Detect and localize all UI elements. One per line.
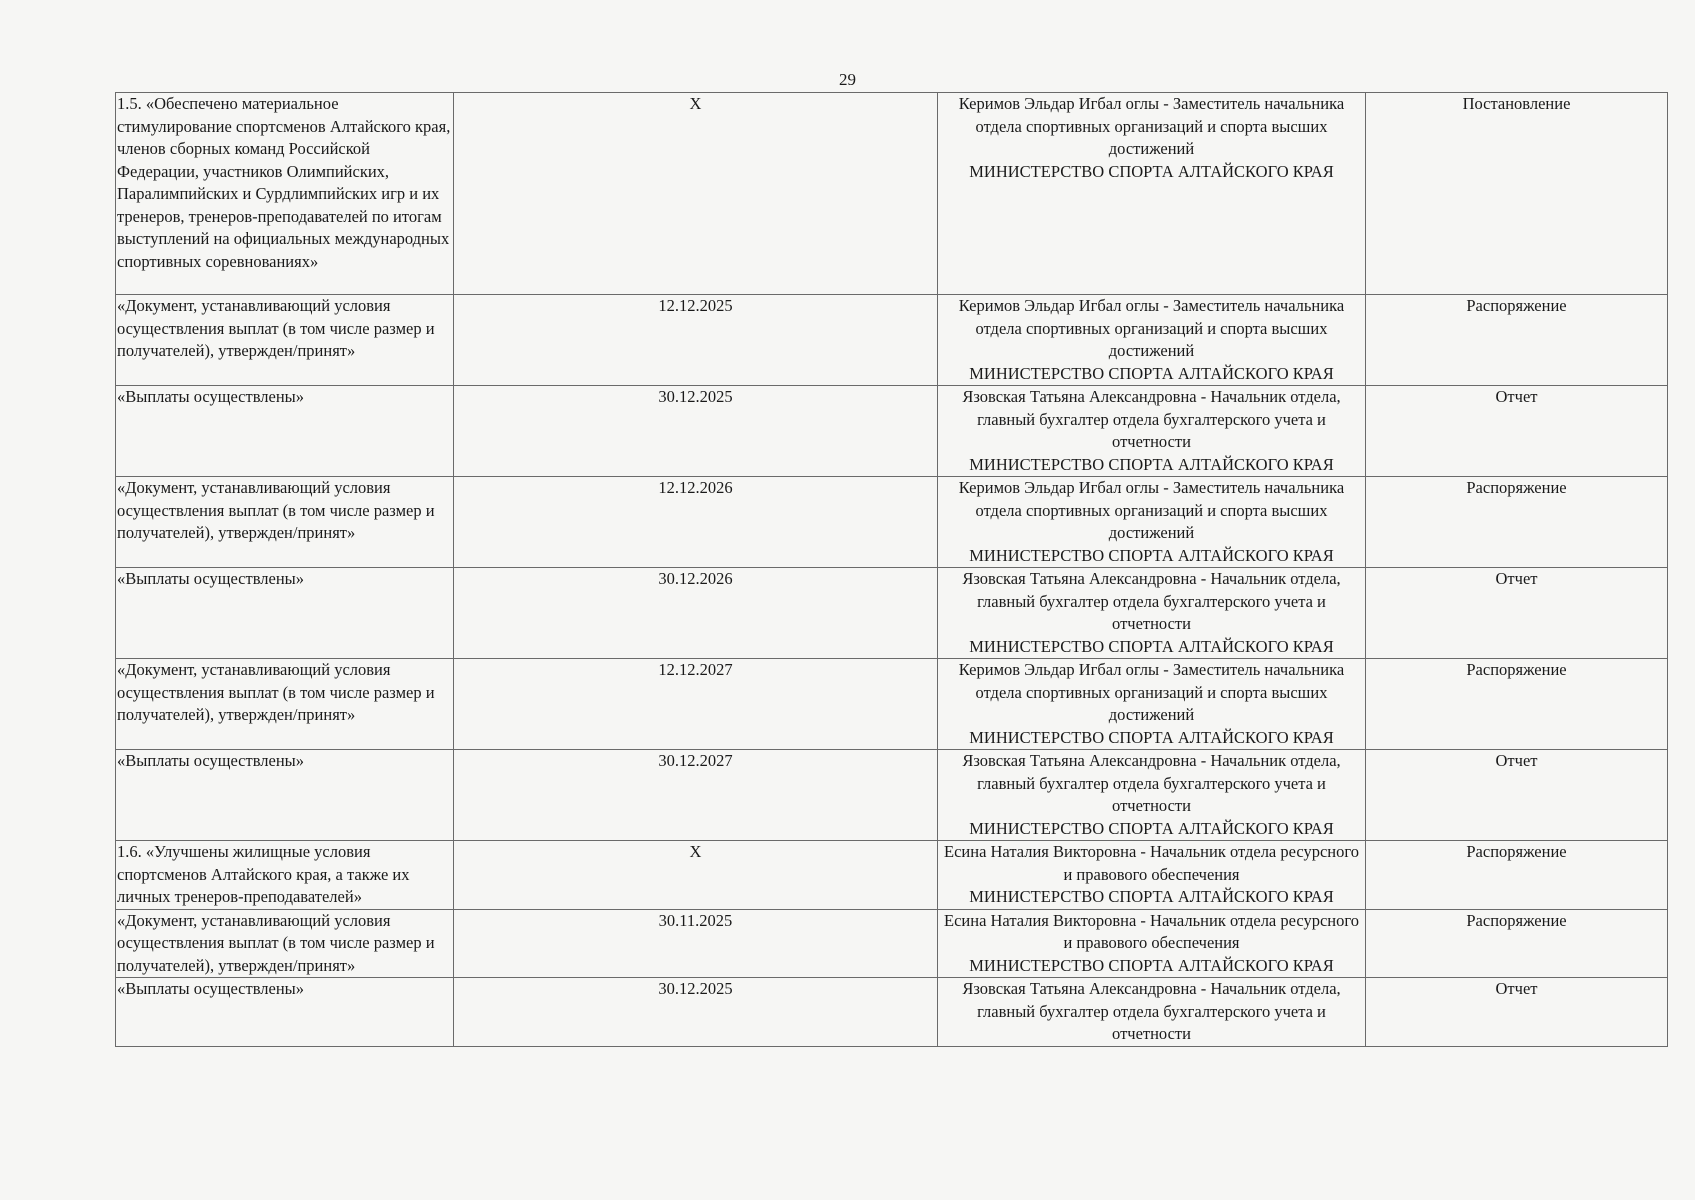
table-row xyxy=(116,568,1668,659)
document-type-cell: Отчет xyxy=(1366,386,1668,477)
event-name-cell: «Документ, устанавливающий условия осуществления выплат (в том числе размер и получателей), утвержден/принят» xyxy=(116,659,454,750)
responsible-person: Язовская Татьяна Александровна - Начальник отдела, главный бухгалтер отдела бухгалтерского учета и отчетности xyxy=(962,979,1341,1043)
table-row xyxy=(116,386,1668,477)
document-type-cell: Распоряжение xyxy=(1366,909,1668,978)
event-name-cell: «Документ, устанавливающий условия осуществления выплат (в том числе размер и получателей), утвержден/принят» xyxy=(116,909,454,978)
document-type-cell: Отчет xyxy=(1366,568,1668,659)
ministry-name: МИНИСТЕРСТВО СПОРТА АЛТАЙСКОГО КРАЯ xyxy=(969,363,1334,383)
event-name-cell: 1.6. «Улучшены жилищные условия спортсменов Алтайского края, а также их личных тренеров-преподавателей» xyxy=(116,841,454,910)
responsible-cell xyxy=(938,295,1366,386)
ministry-name: МИНИСТЕРСТВО СПОРТА АЛТАЙСКОГО КРАЯ xyxy=(969,887,1334,906)
document-type-cell: Распоряжение xyxy=(1366,295,1668,386)
deadline-cell: 30.12.2025 xyxy=(454,386,938,477)
document-type-cell: Распоряжение xyxy=(1366,659,1668,750)
responsible-cell xyxy=(938,909,1366,978)
deadline-cell: 12.12.2026 xyxy=(454,477,938,568)
responsible-cell xyxy=(938,841,1366,910)
deadline-cell: 12.12.2027 xyxy=(454,659,938,750)
responsible-person: Керимов Эльдар Игбал оглы - Заместитель начальника отдела спортивных организаций и спорта высших достижений xyxy=(958,94,1345,158)
event-name-cell: «Выплаты осуществлены» xyxy=(116,750,454,841)
document-type-cell: Распоряжение xyxy=(1366,477,1668,568)
deadline-cell: X xyxy=(454,841,938,910)
responsible-person: Есина Наталия Викторовна - Начальник отдела ресурсного и правового обеспечения xyxy=(944,910,1359,952)
responsible-person: Язовская Татьяна Александровна - Начальник отдела, главный бухгалтер отдела бухгалтерского учета и отчетности xyxy=(962,387,1341,451)
table-row xyxy=(116,841,1668,910)
table-row xyxy=(116,93,1668,295)
ministry-name: МИНИСТЕРСТВО СПОРТА АЛТАЙСКОГО КРАЯ xyxy=(969,545,1334,565)
event-name-cell: «Выплаты осуществлены» xyxy=(116,978,454,1047)
ministry-name: МИНИСТЕРСТВО СПОРТА АЛТАЙСКОГО КРАЯ xyxy=(969,955,1334,975)
event-name-cell: «Документ, устанавливающий условия осуществления выплат (в том числе размер и получателей), утвержден/принят» xyxy=(116,295,454,386)
event-name-cell: «Документ, устанавливающий условия осуществления выплат (в том числе размер и получателей), утвержден/принят» xyxy=(116,477,454,568)
page-number: 29 xyxy=(839,70,856,89)
deadline-cell: 30.12.2026 xyxy=(454,568,938,659)
table-row xyxy=(116,909,1668,978)
table-row xyxy=(116,295,1668,386)
table-row xyxy=(116,659,1668,750)
ministry-name: МИНИСТЕРСТВО СПОРТА АЛТАЙСКОГО КРАЯ xyxy=(969,636,1334,656)
responsible-person: Керимов Эльдар Игбал оглы - Заместитель начальника отдела спортивных организаций и спорта высших достижений xyxy=(958,296,1345,360)
deadline-cell: 30.11.2025 xyxy=(454,909,938,978)
ministry-name: МИНИСТЕРСТВО СПОРТА АЛТАЙСКОГО КРАЯ xyxy=(969,161,1334,181)
ministry-name: МИНИСТЕРСТВО СПОРТА АЛТАЙСКОГО КРАЯ xyxy=(969,454,1334,474)
document-type-cell: Отчет xyxy=(1366,750,1668,841)
responsible-cell xyxy=(938,978,1366,1047)
responsible-cell xyxy=(938,750,1366,841)
deadline-cell: 30.12.2027 xyxy=(454,750,938,841)
table-row xyxy=(116,978,1668,1047)
responsible-person: Есина Наталия Викторовна - Начальник отдела ресурсного и правового обеспечения xyxy=(944,842,1359,884)
responsible-person: Керимов Эльдар Игбал оглы - Заместитель начальника отдела спортивных организаций и спорта высших достижений xyxy=(958,660,1345,724)
responsible-person: Язовская Татьяна Александровна - Начальник отдела, главный бухгалтер отдела бухгалтерского учета и отчетности xyxy=(962,751,1341,815)
document-type-cell: Отчет xyxy=(1366,978,1668,1047)
responsible-person: Керимов Эльдар Игбал оглы - Заместитель начальника отдела спортивных организаций и спорта высших достижений xyxy=(958,478,1345,542)
table-row xyxy=(116,477,1668,568)
event-name-cell: «Выплаты осуществлены» xyxy=(116,568,454,659)
responsible-cell xyxy=(938,568,1366,659)
responsible-cell xyxy=(938,386,1366,477)
deadline-cell: 30.12.2025 xyxy=(454,978,938,1047)
control-points-table xyxy=(115,92,1668,1047)
responsible-cell xyxy=(938,93,1366,295)
table-row xyxy=(116,750,1668,841)
event-name-cell: «Выплаты осуществлены» xyxy=(116,386,454,477)
ministry-name: МИНИСТЕРСТВО СПОРТА АЛТАЙСКОГО КРАЯ xyxy=(969,818,1334,838)
event-name-cell: 1.5. «Обеспечено материальное стимулирование спортсменов Алтайского края, членов сборных команд Российской Федерации, участников Олимпийских, Паралимпийских и Сурдлимпийских игр и их тренеров, тренеров-преподавателей по итогам выступлений на официальных международных спортивных соревнованиях» xyxy=(116,93,454,295)
responsible-cell xyxy=(938,659,1366,750)
responsible-person: Язовская Татьяна Александровна - Начальник отдела, главный бухгалтер отдела бухгалтерского учета и отчетности xyxy=(962,569,1341,633)
document-type-cell: Постановление xyxy=(1366,93,1668,295)
deadline-cell: X xyxy=(454,93,938,295)
responsible-cell xyxy=(938,477,1366,568)
deadline-cell: 12.12.2025 xyxy=(454,295,938,386)
ministry-name: МИНИСТЕРСТВО СПОРТА АЛТАЙСКОГО КРАЯ xyxy=(969,727,1334,747)
document-type-cell: Распоряжение xyxy=(1366,841,1668,910)
